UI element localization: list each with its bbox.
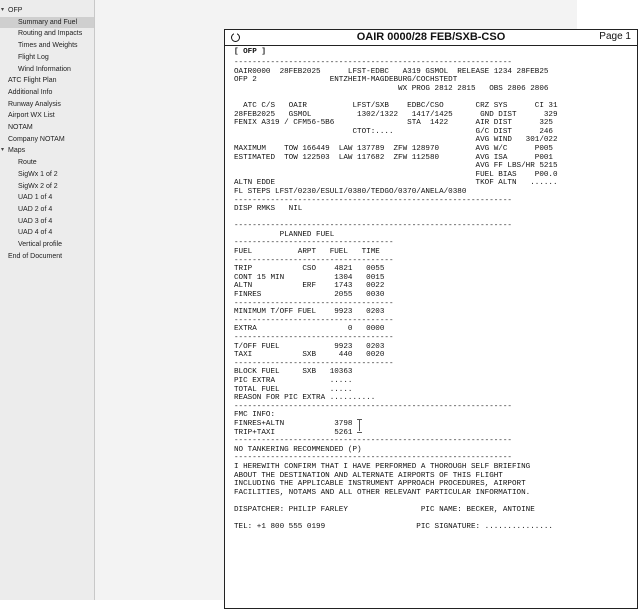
ofp-line: FMC INFO: xyxy=(234,411,276,420)
ofp-line: DISPATCHER: PHILIP FARLEY PIC NAME: BECKER, ANTOINE xyxy=(234,505,535,514)
ofp-line: ESTIMATED TOW 122503 LAW 117682 ZFW 112580 AVG ISA P001 xyxy=(234,153,553,162)
ofp-line: MAXIMUM TOW 166449 LAW 137789 ZFW 128970 AVG W/C P005 xyxy=(234,144,553,153)
ofp-line: ALTN ERF 1743 0022 xyxy=(234,282,385,291)
sidebar-item-notam[interactable] xyxy=(0,122,94,133)
sidebar-item-label: Additional Info xyxy=(8,88,53,96)
sidebar-item-label: OFP xyxy=(8,7,23,14)
ofp-page xyxy=(224,29,638,609)
ofp-line: FL STEPS LFST/0230/ESULI/0380/TEDGO/0370/ANELA/0380 xyxy=(234,187,467,196)
sidebar-item-label: UAD 2 of 4 xyxy=(18,205,53,213)
ofp-line: OAIR0000 28FEB2025 LFST-EDBC A319 GSMOL RELEASE 1234 28FEB25 xyxy=(234,67,549,76)
ofp-line: I HEREWITH CONFIRM THAT I HAVE PERFORMED A THOROUGH SELF BRIEFING xyxy=(234,462,531,471)
document-viewer[interactable] xyxy=(95,0,631,600)
sidebar-item-label: Airport WX List xyxy=(8,112,55,120)
sidebar-item-ofp[interactable] xyxy=(0,5,94,16)
ofp-line: ----------------------------------- xyxy=(234,334,394,342)
ofp-line: PIC EXTRA ..... xyxy=(234,376,353,385)
ofp-line xyxy=(234,214,558,223)
ofp-line: ------------------------------------------------------------- xyxy=(234,402,512,411)
sidebar-item-airport-wx-list[interactable] xyxy=(0,110,94,121)
sidebar-item-summary-and-fuel[interactable] xyxy=(0,17,94,28)
sidebar-item-label: NOTAM xyxy=(8,124,33,131)
sidebar-item-label: UAD 3 of 4 xyxy=(18,217,53,225)
sidebar-item-route[interactable] xyxy=(0,157,94,168)
ofp-line: FACILITIES, NOTAMS AND ALL OTHER RELEVANT PARTICULAR INFORMATION. xyxy=(234,488,531,497)
sidebar-item-label: ATC Flight Plan xyxy=(8,77,57,85)
sidebar-item-label: SigWx 1 of 2 xyxy=(18,170,58,178)
sidebar-item-end-of-document[interactable] xyxy=(0,251,94,262)
page-header xyxy=(225,30,637,46)
ofp-line: ------------------------------------------------------------- xyxy=(234,454,512,463)
sidebar-item-uad-1-of-4[interactable] xyxy=(0,192,94,203)
sidebar-item-label: SigWx 2 of 2 xyxy=(18,182,58,190)
ofp-line: AVG FF LBS/HR 5215 xyxy=(234,162,558,171)
sidebar-item-label: Routing and Impacts xyxy=(18,30,83,38)
ofp-line xyxy=(234,514,558,523)
ofp-line: CTOT:.... G/C DIST 246 xyxy=(234,127,553,136)
ofp-line: ABOUT THE DESTINATION AND ALTERNATE AIRPORTS OF THIS FLIGHT xyxy=(234,471,503,480)
ofp-line: TAXI SXB 440 0020 xyxy=(234,351,385,360)
ofp-line: EXTRA 0 0000 xyxy=(234,325,385,334)
ofp-body-text xyxy=(234,59,558,532)
document-title: OAIR 0000/28 FEB/SXB-CSO xyxy=(356,31,506,43)
text-cursor-icon xyxy=(357,419,363,433)
sidebar-item-times-and-weights[interactable] xyxy=(0,40,94,51)
sidebar-item-label: Maps xyxy=(8,147,26,155)
ofp-line: ----------------------------------- xyxy=(234,316,394,325)
document-outline-sidebar xyxy=(0,0,95,600)
ofp-line: ------------------------------------------------------------- xyxy=(234,196,512,205)
ofp-line: MINIMUM T/OFF FUEL 9923 0203 xyxy=(234,308,385,317)
sidebar-item-routing-and-impacts[interactable] xyxy=(0,28,94,39)
ofp-line: FUEL ARPT FUEL TIME xyxy=(234,248,380,257)
chevron-down-icon[interactable]: ▾ xyxy=(1,147,5,154)
ofp-line: INCLUDING THE APPLICABLE INSTRUMENT APPROACH PROCEDURES, AIRPORT xyxy=(234,480,526,489)
ofp-line: PLANNED FUEL xyxy=(234,230,335,239)
ofp-line: FENIX A319 / CFM56-5B6 STA 1422 AIR DIST 325 xyxy=(234,119,553,128)
sidebar-item-vertical-profile[interactable] xyxy=(0,239,94,250)
ofp-section-tag: [ OFP ] xyxy=(234,48,266,56)
ofp-line: WX PROG 2812 2815 OBS 2806 2806 xyxy=(234,84,549,93)
ofp-line: ------------------------------------------------------------- xyxy=(234,59,512,67)
ofp-line: TRIP+TAXI 5261 xyxy=(234,428,353,437)
ofp-line xyxy=(234,497,558,506)
sidebar-item-label: UAD 1 of 4 xyxy=(18,194,53,202)
sidebar-item-label: Company NOTAM xyxy=(8,135,65,143)
ofp-line: T/OFF FUEL 9923 0203 xyxy=(234,342,385,351)
ofp-line: ----------------------------------- xyxy=(234,256,394,265)
sidebar-item-uad-4-of-4[interactable] xyxy=(0,227,94,238)
sidebar-item-label: Flight Log xyxy=(18,53,49,61)
ofp-line: REASON FOR PIC EXTRA .......... xyxy=(234,394,376,403)
sidebar-item-atc-flight-plan[interactable] xyxy=(0,75,94,86)
ofp-line: ------------------------------------------------------------- xyxy=(234,222,512,231)
ofp-line: CONT 15 MIN 1304 0015 xyxy=(234,273,385,282)
ofp-line: NO TANKERING RECOMMENDED (P) xyxy=(234,445,362,454)
chevron-down-icon[interactable]: ▾ xyxy=(1,7,5,13)
ofp-line: ATC C/S OAIR LFST/SXB EDBC/CSO CRZ SYS CI 31 xyxy=(234,101,558,110)
ofp-line: FUEL BIAS P00.0 xyxy=(234,170,558,179)
sidebar-item-uad-2-of-4[interactable] xyxy=(0,204,94,215)
sidebar-item-label: Wind Information xyxy=(18,65,71,73)
sidebar-item-label: UAD 4 of 4 xyxy=(18,229,53,237)
sidebar-item-runway-analysis[interactable] xyxy=(0,99,94,110)
sidebar-item-label: Vertical profile xyxy=(18,241,62,248)
ofp-line: 28FEB2025 GSMOL 1302/1322 1417/1425 GND DIST 329 xyxy=(234,110,558,119)
sidebar-item-uad-3-of-4[interactable] xyxy=(0,216,94,227)
ofp-line: TOTAL FUEL ..... xyxy=(234,385,353,394)
ofp-line: OFP 2 ENTZHEIM-MAGDEBURG/COCHSTEDT xyxy=(234,76,458,85)
ofp-line: DISP RMKS NIL xyxy=(234,205,303,214)
ofp-line: FINRES 2055 0030 xyxy=(234,291,385,300)
ofp-line: BLOCK FUEL SXB 10363 xyxy=(234,368,353,377)
sidebar-item-flight-log[interactable] xyxy=(0,52,94,63)
sidebar-item-additional-info[interactable] xyxy=(0,87,94,98)
ofp-line: ----------------------------------- xyxy=(234,239,394,248)
ofp-line: ----------------------------------- xyxy=(234,359,394,368)
sidebar-item-label: Route xyxy=(18,159,37,167)
ofp-line: ------------------------------------------------------------- xyxy=(234,437,512,446)
page-number: Page 1 xyxy=(599,31,631,42)
ofp-line xyxy=(234,93,558,102)
sidebar-item-sigwx-1-of-2[interactable] xyxy=(0,169,94,180)
sidebar-item-label: Times and Weights xyxy=(18,42,78,50)
ofp-line: ----------------------------------- xyxy=(234,299,394,308)
ofp-line: TEL: +1 800 555 0199 PIC SIGNATURE: ............... xyxy=(234,523,553,532)
sidebar-item-label: Runway Analysis xyxy=(8,100,61,108)
ofp-line: ALTN EDDE TKOF ALTN ...... xyxy=(234,179,558,188)
ofp-line: FINRES+ALTN 3798 xyxy=(234,419,353,428)
sidebar-item-maps[interactable] xyxy=(0,145,94,156)
sidebar-item-sigwx-2-of-2[interactable] xyxy=(0,181,94,192)
sidebar-item-wind-information[interactable] xyxy=(0,64,94,75)
ofp-line: AVG WIND 301/022 xyxy=(234,136,558,145)
sidebar-item-label: End of Document xyxy=(8,252,63,260)
sidebar-item-label: Summary and Fuel xyxy=(18,18,78,26)
sidebar-item-company-notam[interactable] xyxy=(0,134,94,145)
ofp-line: TRIP CSO 4821 0055 xyxy=(234,265,385,274)
